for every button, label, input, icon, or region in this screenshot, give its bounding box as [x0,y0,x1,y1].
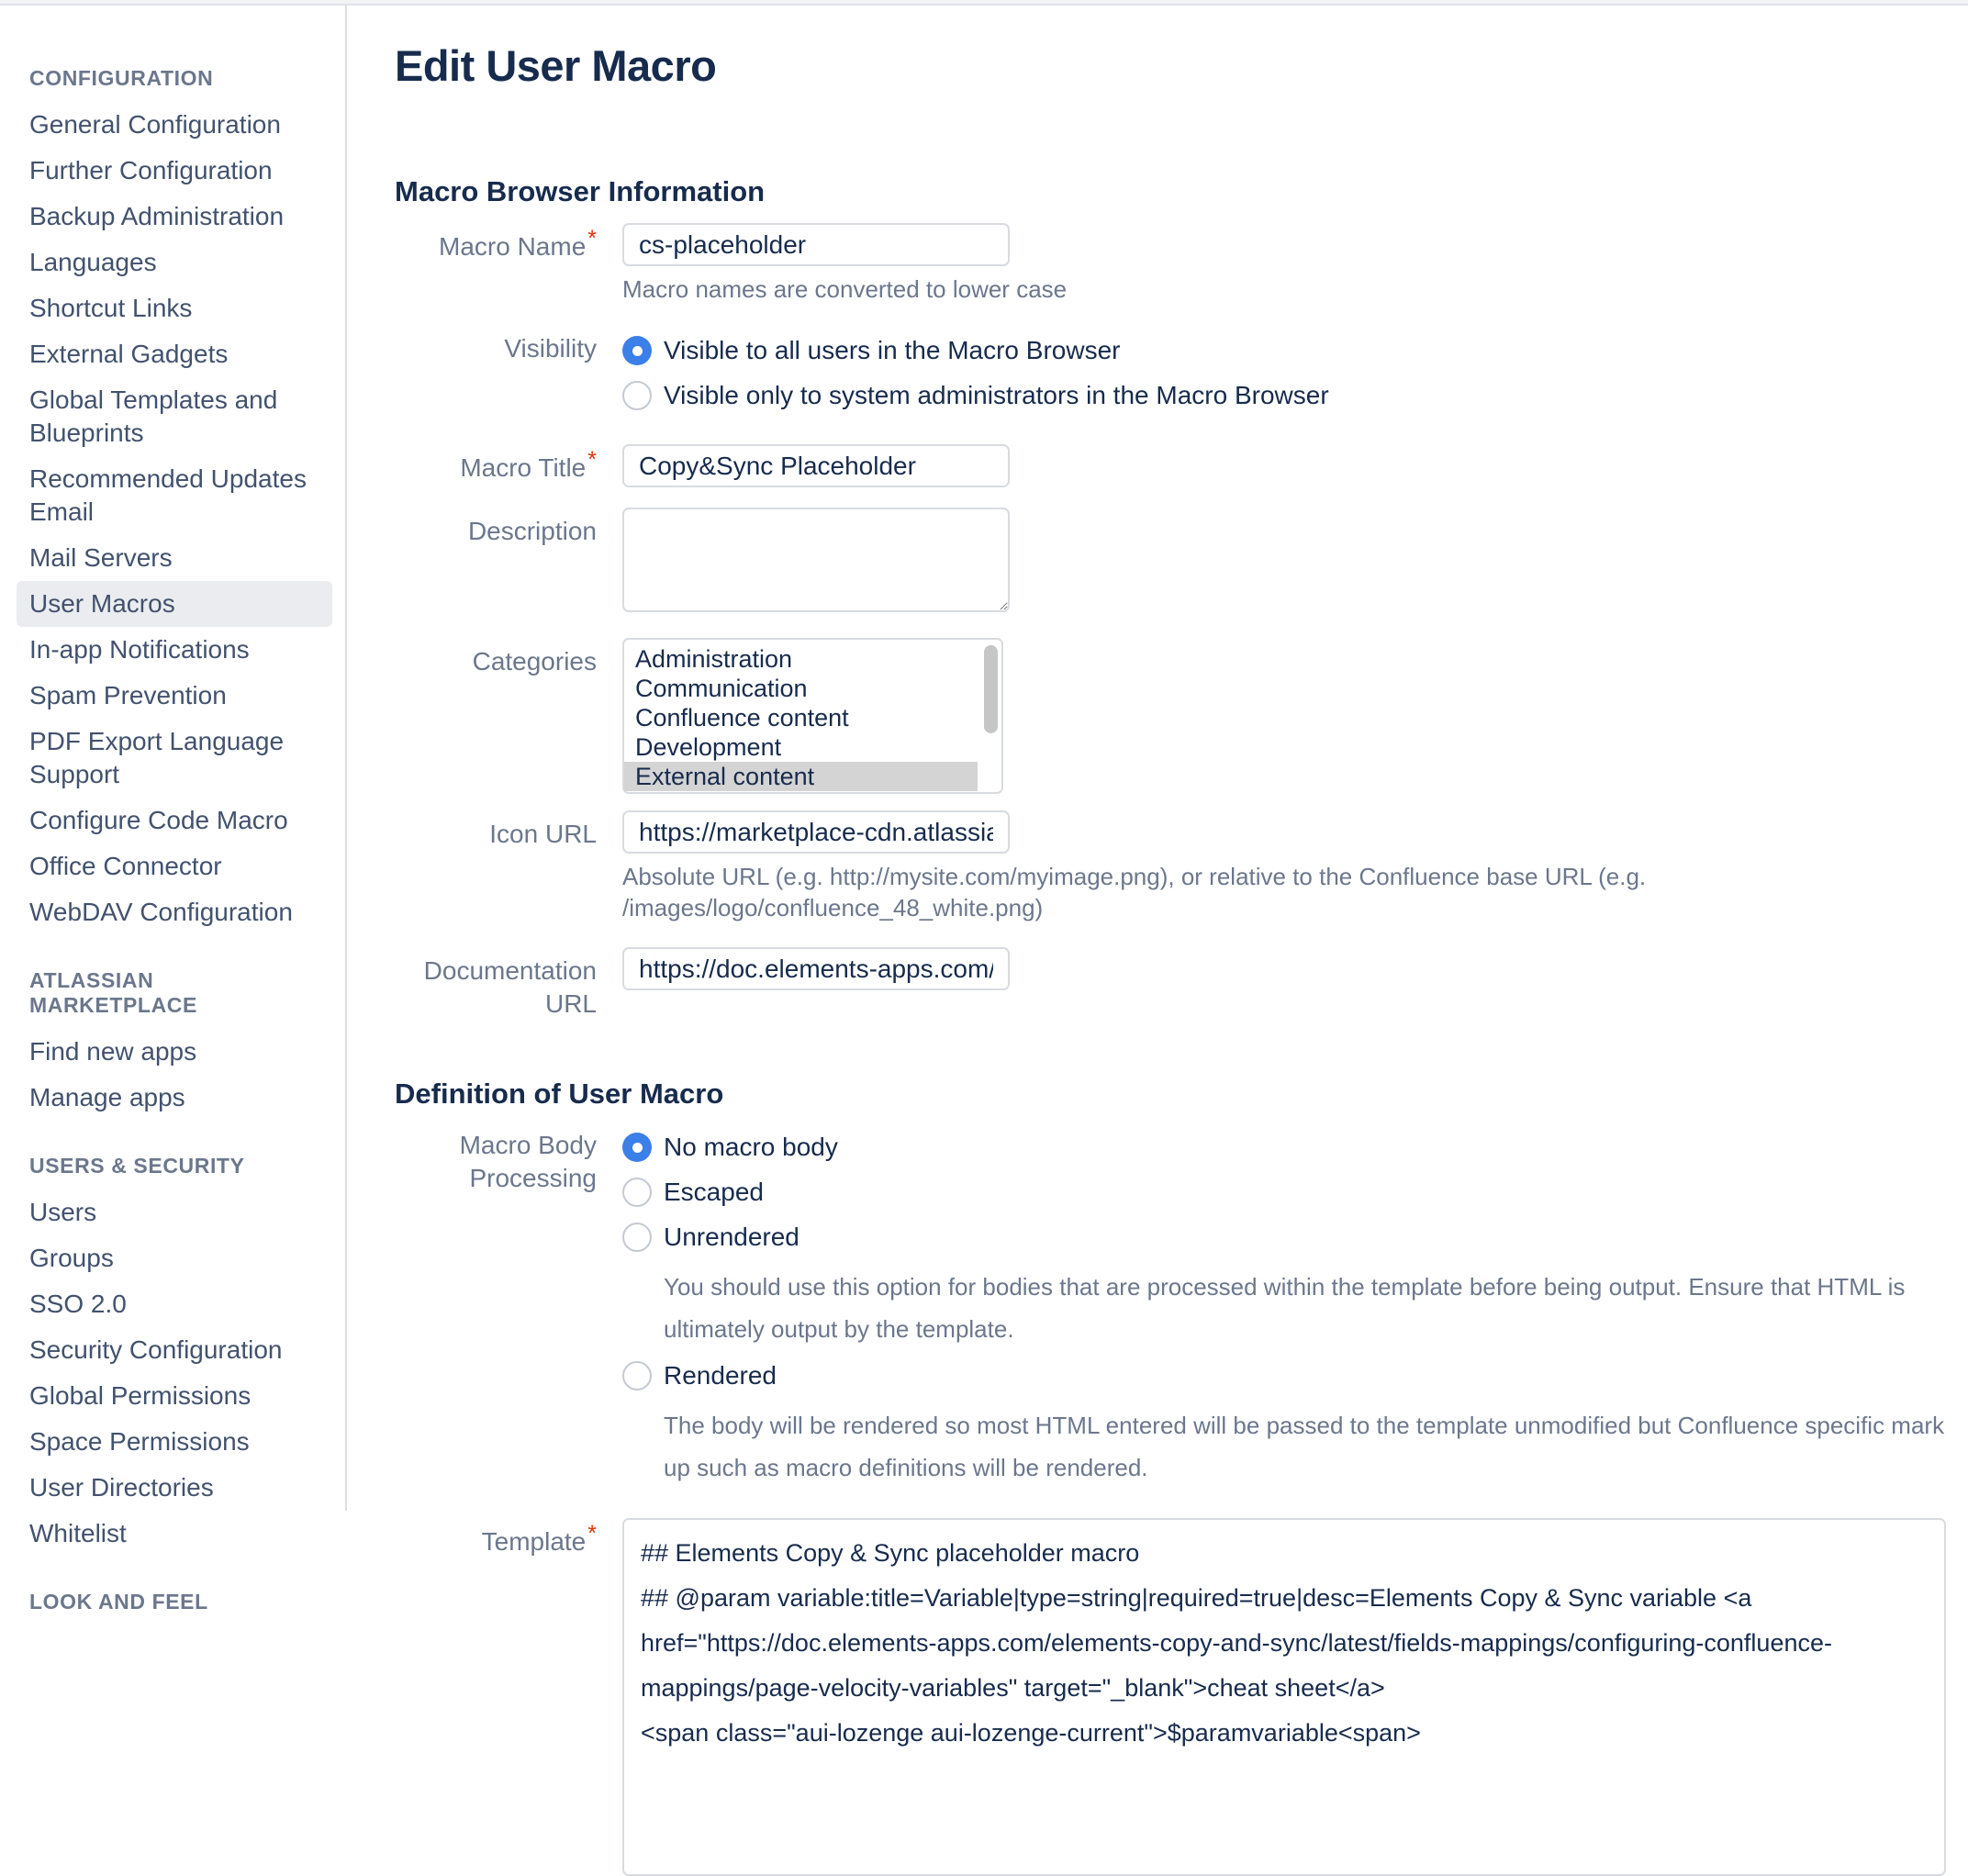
icon-url-input[interactable] [622,810,1010,854]
description-row [395,508,1946,612]
macro-name-help: Macro names are converted to lower case [622,275,1068,303]
sidebar-item-sso-2-0[interactable]: SSO 2.0 [29,1290,127,1318]
template-label [395,1518,622,1558]
sidebar-item-manage-apps[interactable]: Manage apps [29,1083,185,1111]
documentation-url-row [395,947,1946,1021]
sidebar-item-pdf-export-language-support[interactable]: PDF Export Language Support [29,727,285,788]
sidebar-item-find-new-apps[interactable]: Find new apps [29,1037,197,1066]
icon-url-label: Icon URL [489,820,597,848]
sidebar-section [29,57,327,935]
radio-option-unrendered[interactable] [622,1221,1946,1254]
sidebar-item-in-app-notifications[interactable]: In-app Notifications [29,635,250,664]
macro-body-radio-group [622,1125,1946,1498]
macro-name-row [395,223,1946,266]
sidebar-section [29,959,327,1121]
template-textarea[interactable] [622,1518,1946,1876]
sidebar-item-external-gadgets[interactable]: External Gadgets [29,340,229,368]
radio-option-rendered[interactable] [622,1359,1946,1392]
macro-title-input[interactable] [622,444,1010,487]
radio-option-label: Visible to all users in the Macro Browser [664,336,1121,364]
radio-option-label: Rendered [664,1361,777,1390]
sidebar-item-whitelist[interactable]: Whitelist [29,1519,127,1547]
main-content [347,6,1968,1556]
radio-unselected-icon[interactable] [622,1223,652,1252]
macro-body-processing-label: Macro Body Processing [459,1131,597,1192]
documentation-url-input[interactable] [622,947,1010,990]
macro-body-processing-row [395,1125,1946,1498]
sidebar-section-heading: CONFIGURATION [29,66,214,90]
macro-name-label-text: Macro Name [439,232,587,261]
sidebar-item-global-templates-and-blueprints[interactable]: Global Templates and Blueprints [29,385,278,447]
macro-title-label [395,444,622,485]
sidebar-item-general-configuration[interactable]: General Configuration [29,110,281,139]
radio-unselected-icon[interactable] [622,1361,652,1390]
category-option-confluence-content[interactable]: Confluence content [635,704,849,731]
description-textarea[interactable] [622,508,1010,612]
sidebar-item-users[interactable]: Users [29,1198,97,1226]
macro-name-input[interactable] [622,223,1010,266]
required-asterisk: * [587,225,597,251]
sidebar-item-languages[interactable]: Languages [29,248,157,276]
radio-selected-icon[interactable] [622,336,652,365]
section-heading-definition: Definition of User Macro [395,1078,724,1110]
section-heading-macro-browser-information: Macro Browser Information [395,175,766,207]
category-option-communication[interactable]: Communication [635,675,808,702]
radio-option-label: Visible only to system administrators in the Macro Browser [664,381,1329,409]
visibility-radio-group [622,329,1329,424]
required-asterisk: * [587,446,597,473]
sidebar-item-security-configuration[interactable]: Security Configuration [29,1335,283,1364]
sidebar-item-configure-code-macro[interactable]: Configure Code Macro [29,806,288,834]
sidebar-item-global-permissions[interactable]: Global Permissions [29,1381,252,1410]
sidebar-item-groups[interactable]: Groups [29,1244,114,1272]
radio-option-label: Unrendered [664,1223,800,1251]
radio-option-escaped[interactable] [622,1176,1946,1209]
radio-unselected-icon[interactable] [622,381,652,410]
radio-option-help-text: You should use this option for bodies that are processed within the template before being output. Ensure that HTML is ultimately output by the template. [664,1273,1906,1343]
categories-row [395,638,1946,794]
sidebar-section-heading: LOOK AND FEEL [29,1590,208,1614]
macro-title-row [395,444,1946,487]
sidebar-item-backup-administration[interactable]: Backup Administration [29,202,285,230]
listbox-scrollbar-thumb[interactable] [984,645,998,733]
radio-option-label: Escaped [664,1178,764,1206]
icon-url-row [395,810,1946,854]
sidebar-item-shortcut-links[interactable]: Shortcut Links [29,294,193,322]
sidebar-section-heading: USERS & SECURITY [29,1154,245,1178]
sidebar-item-further-configuration[interactable]: Further Configuration [29,156,273,184]
template-row [395,1518,1946,1876]
categories-listbox[interactable] [622,638,1003,794]
radio-unselected-icon[interactable] [622,1178,652,1207]
documentation-url-label: Documentation URL [423,956,597,1018]
page-title: Edit User Macro [395,41,717,90]
sidebar-item-webdav-configuration[interactable]: WebDAV Configuration [29,898,293,926]
category-option-external-content[interactable]: External content [624,762,978,791]
required-asterisk: * [587,1520,597,1547]
icon-url-help: Absolute URL (e.g. http://mysite.com/myimage.png), or relative to the Confluence base URL (e.g. /images/logo/confluence_48_white.png) [622,863,1647,921]
visibility-row [395,329,1946,424]
sidebar-item-spam-prevention[interactable]: Spam Prevention [29,681,227,709]
categories-label: Categories [472,647,597,676]
macro-name-label [395,223,622,263]
radio-option-label: No macro body [664,1133,838,1161]
admin-sidebar [0,6,347,1614]
radio-option-help-text: The body will be rendered so most HTML entered will be passed to the template unmodified but Confluence specific mark up such as macro definitions will be rendered. [664,1412,1945,1481]
sidebar-item-office-connector[interactable]: Office Connector [29,852,222,880]
visibility-label: Visibility [504,334,597,363]
category-option-development[interactable]: Development [635,733,782,761]
sidebar-section [29,1580,327,1625]
sidebar-section-heading: ATLASSIAN MARKETPLACE [29,968,197,1017]
sidebar-item-user-directories[interactable]: User Directories [29,1473,214,1502]
sidebar-item-mail-servers[interactable]: Mail Servers [29,543,173,572]
sidebar-section [29,1145,327,1557]
sidebar-item-space-permissions[interactable]: Space Permissions [29,1427,250,1456]
radio-option-no-macro-body[interactable] [622,1131,1946,1164]
description-label: Description [467,517,597,545]
radio-option-visible-only-to-system-administrators-in-the-macro-browser[interactable] [622,379,1329,412]
category-option-administration[interactable]: Administration [635,645,793,673]
template-label-text: Template [481,1527,587,1556]
sidebar-item-user-macros[interactable]: User Macros [17,581,332,627]
sidebar-item-recommended-updates-email[interactable]: Recommended Updates Email [29,464,307,526]
listbox-scrollbar-track[interactable] [983,643,998,788]
radio-selected-icon[interactable] [622,1133,652,1162]
macro-title-label-text: Macro Title [460,453,587,482]
radio-option-visible-to-all-users-in-the-macro-browser[interactable] [622,334,1329,367]
